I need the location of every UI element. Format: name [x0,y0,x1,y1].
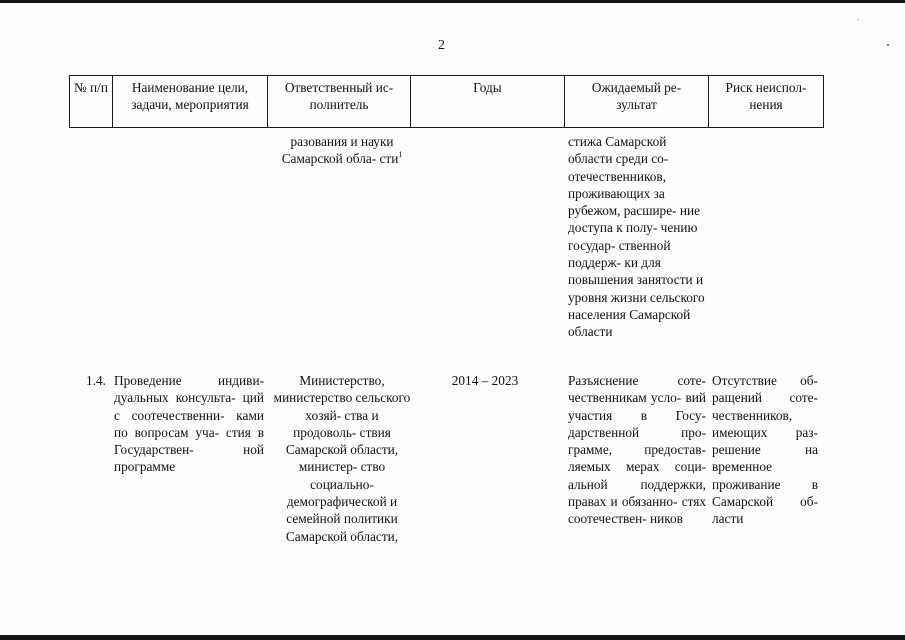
header-result-label: Ожидаемый ре- зультат [591,80,682,112]
header-executor-label: Ответственный ис- полнитель [284,80,394,112]
continuation-executor-text: разования и науки Самарской обла- сти [281,134,399,167]
continuation-result-text: стижа Самарской области среди со- отечественников, проживающих за рубежом, расшире- ние доступа к полу- чению государ- ственной поддерж- ки для повышения занятости и уровня жизни сельского населения Самарской области [568,134,705,340]
row-executor: Министерство, министерство сельского хозяй- ства и продоволь- ствия Самарской области, министер- ство социально- демографической и семейной политики Самарской области, [273,373,411,544]
header-years-label: Годы [473,80,502,95]
header-executor [268,76,410,127]
row-result: Разъяснение соте- чественникам усло- вий участия в Госу- дарственной про- грамме, предостав- ляемых мерах соци- альной поддержки, правах и обязанно- стях соотечествен- ников [568,373,706,527]
row-years: 2014 – 2023 [451,373,519,388]
header-years [411,76,564,127]
header-num [70,76,112,127]
bottom-scan-border [0,635,905,640]
header-name-label: Наименование цели, задачи, мероприятия [131,80,249,112]
header-risk-label: Риск неиспол- нения [725,80,807,112]
row-risk: Отсутствие об- ращений соте- чественников, имеющих раз- решение на временное проживание в Самарской об- ласти [712,373,818,527]
footnote-marker: 1 [398,150,403,160]
row-name: Проведение индиви- дуальных консульта- ций с соотечественни- ками по вопросам уча- стия в Государствен- ной программе [114,373,264,475]
header-name [113,76,267,127]
scan-speck [858,19,859,20]
table-header [69,75,824,128]
header-result [565,76,708,127]
top-scan-border [0,0,905,3]
row-num: 1.4. [86,373,106,388]
page-number: 2 [438,38,445,53]
continuation-result [568,133,706,341]
header-num-label: № п/п [74,80,108,95]
header-risk [709,76,823,127]
continuation-executor [275,133,409,168]
scan-speck [887,44,889,46]
